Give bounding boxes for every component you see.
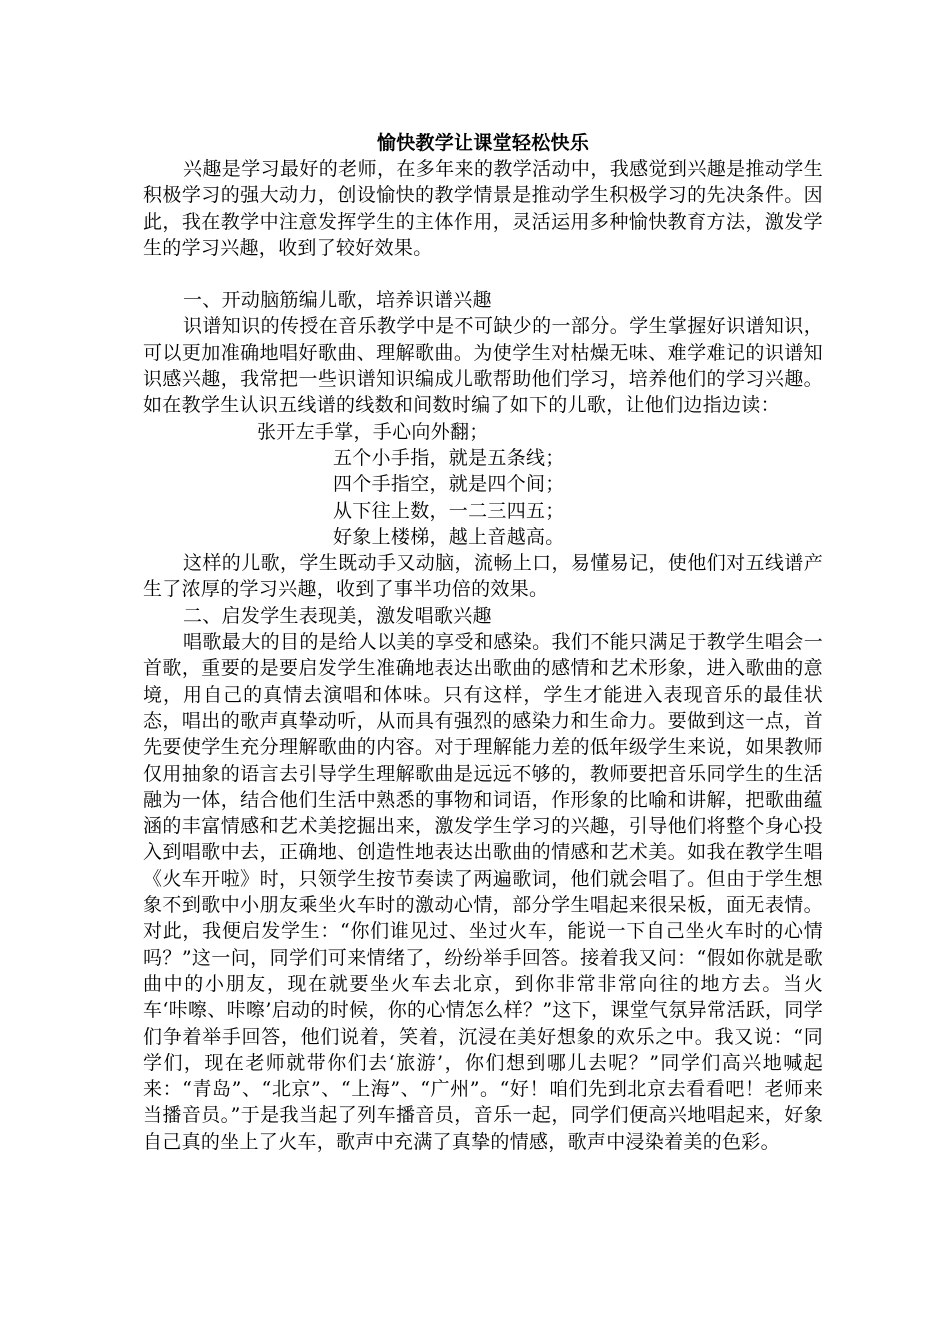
- blank-line: [143, 261, 823, 287]
- verse-line-5: 好象上楼梯，越上音越高。: [333, 525, 565, 548]
- intro-paragraph: 兴趣是学习最好的老师，在多年来的教学活动中，我感觉到兴趣是推动学生积极学习的强大动力，创设愉快的教学情景是推动学生积极学习的先决条件。因此，我在教学中注意发挥学生的主体作用，灵活运用多种愉快教育方法，激发学生的学习兴趣，收到了较好效果。: [143, 158, 823, 259]
- section2-paragraph: 唱歌最大的目的是给人以美的享受和感染。我们不能只满足于教学生唱会一首歌，重要的是要启发学生准确地表达出歌曲的感情和艺术形象，进入歌曲的意境，用自己的真情去演唱和体味。只有这样，学生才能进入表现音乐的最佳状态，唱出的歌声真挚动听，从而具有强烈的感染力和生命力。要做到这一点，首先要使学生充分理解歌曲的内容。对于理解能力差的低年级学生来说，如果教师仅用抽象的语言去引导学生理解歌曲是远远不够的，教师要把音乐同学生的生活融为一体，结合他们生活中熟悉的事物和词语，作形象的比喻和讲解，把歌曲蕴涵的丰富情感和艺术美挖掘出来，激发学生学习的兴趣，引导他们将整个身心投入到唱歌中去，正确地、创造性地表达出歌曲的情感和艺术美。如我在教学生唱《火车开啦》时，只领学生按节奏读了两遍歌词，他们就会唱了。但由于学生想象不到歌中小朋友乘坐火车时的激动心情，部分学生唱起来很呆板，面无表情。对此，我便启发学生：“你们谁见过、坐过火车，能说一下自己坐火车时的心情吗？”这一问，同学们可来情绪了，纷纷举手回答。接着我又问：“假如你就是歌曲中的小朋友，现在就要坐火车去北京，到你非常非常向往的地方去。当火车‘咔嚓、咔嚓’启动的时候，你的心情怎么样？”这下，课堂气氛异常活跃，同学们争着举手回答，他们说着，笑着，沉浸在美好想象的欢乐之中。我又说：“同学们，现在老师就带你们去‘旅游’，你们想到哪儿去呢？”同学们高兴地喊起来：“青岛”、“北京”、“上海”、“广州”。“好！咱们先到北京去看看吧！老师来当播音员。”于是我当起了列车播音员，音乐一起，同学们便高兴地唱起来，好象自己真的坐上了火车，歌声中充满了真挚的情感，歌声中浸染着美的色彩。: [143, 631, 823, 1153]
- document-title: 愉快教学让课堂轻松快乐: [376, 132, 590, 154]
- verse-line-4: 从下往上数，一二三四五；: [333, 499, 565, 522]
- verse-line-1: 张开左手掌，手心向外翻；: [257, 420, 489, 443]
- section1-heading: 一、开动脑筋编儿歌，培养识谱兴趣: [183, 289, 492, 312]
- verse-line-2: 五个小手指，就是五条线；: [333, 446, 565, 469]
- document-body: [143, 130, 823, 1155]
- section2-heading: 二、启发学生表现美，激发唱歌兴趣: [183, 604, 492, 627]
- verse-line-3: 四个手指空，就是四个间；: [333, 473, 565, 496]
- section1-paragraph: 识谱知识的传授在音乐教学中是不可缺少的一部分。学生掌握好识谱知识，可以更加准确地唱好歌曲、理解歌曲。为使学生对枯燥无味、难学难记的识谱知识感兴趣，我常把一些识谱知识编成儿歌帮助他们学习，培养他们的学习兴趣。如在教学生认识五线谱的线数和间数时编了如下的儿歌，让他们边指边读：: [143, 315, 823, 417]
- section1-conclusion: 这样的儿歌，学生既动手又动脑，流畅上口，易懂易记，使他们对五线谱产生了浓厚的学习兴趣，收到了事半功倍的效果。: [143, 552, 823, 601]
